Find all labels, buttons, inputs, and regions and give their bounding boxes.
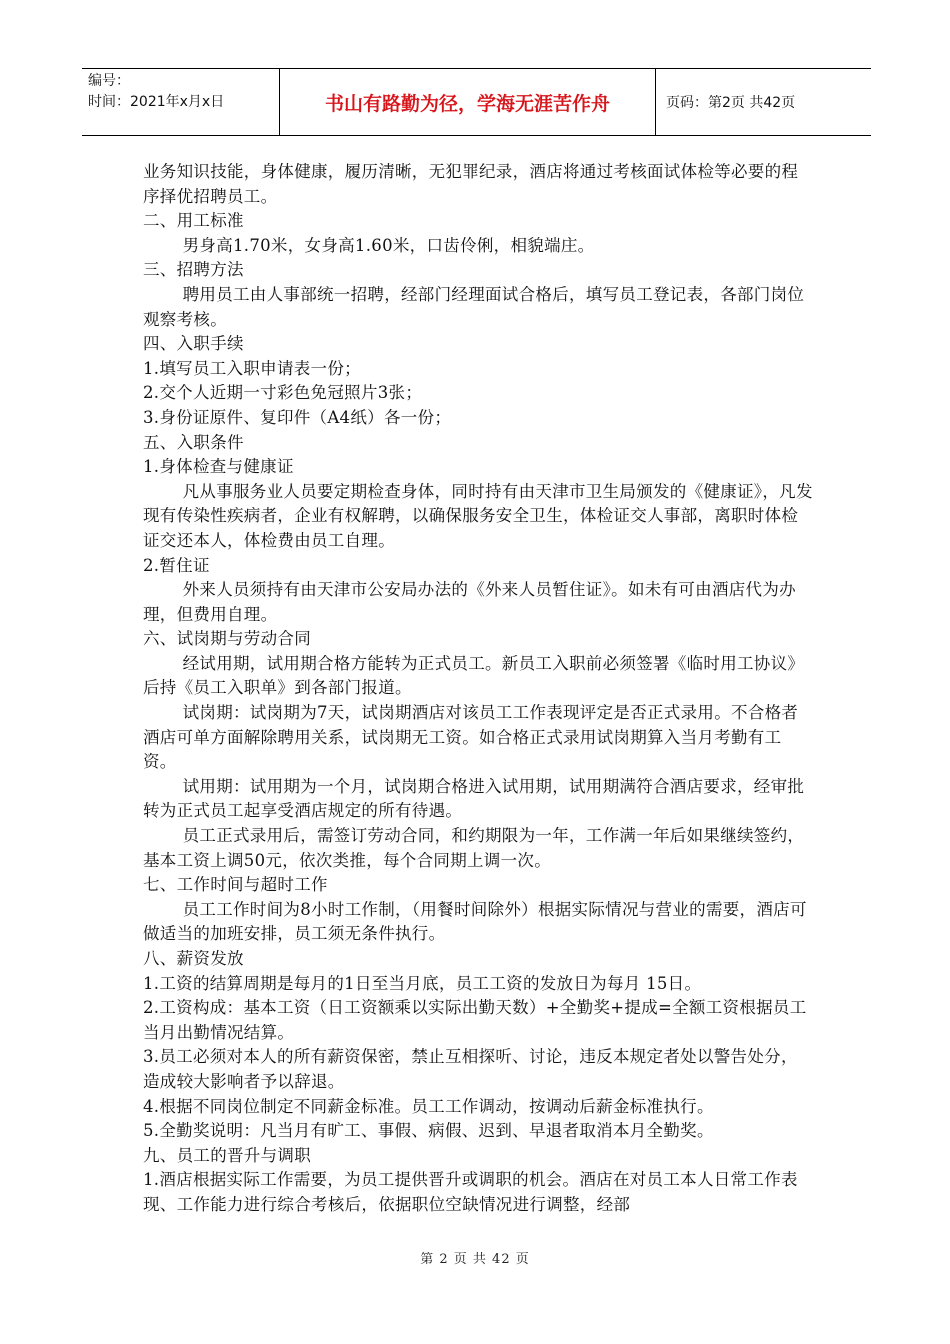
body-paragraph: 3.员工必须对本人的所有薪资保密，禁止互相探听、讨论，违反本规定者处以警告处分，造成较大影响者予以辞退。 xyxy=(143,1047,798,1091)
body-paragraph: 六、试岗期与劳动合同 xyxy=(143,629,311,649)
document-body xyxy=(143,160,813,1218)
body-paragraph: 五、入职条件 xyxy=(143,432,244,452)
body-paragraph: 经试用期，试用期合格方能转为正式员工。新员工入职前必须签署《临时用工协议》后持《员工入职单》到各部门报道。 xyxy=(143,653,805,698)
body-paragraph: 九、员工的晋升与调职 xyxy=(143,1145,311,1165)
page-footer: 第 2 页 共 42 页 xyxy=(420,1252,530,1267)
body-paragraph: 男身高1.70米，女身高1.60米，口齿伶俐，相貌端庄。 xyxy=(182,235,595,255)
header-motto: 书山有路勤为径，学海无涯苦作舟 xyxy=(280,69,656,135)
body-paragraph: 2.交个人近期一寸彩色免冠照片3张； xyxy=(143,383,423,403)
body-paragraph: 5.全勤奖说明：凡当月有旷工、事假、病假、迟到、早退者取消本月全勤奖。 xyxy=(143,1121,714,1141)
body-paragraph: 1.填写员工入职申请表一份； xyxy=(143,358,361,378)
body-paragraph: 四、入职手续 xyxy=(143,334,244,354)
page-header xyxy=(82,68,871,136)
body-paragraph: 八、薪资发放 xyxy=(143,949,244,968)
body-paragraph: 2.工资构成：基本工资（日工资额乘以实际出勤天数）+全勤奖+提成=全额工资根据员工当月出勤情况结算。 xyxy=(143,998,807,1042)
header-meta xyxy=(82,69,280,135)
body-paragraph: 1.身体检查与健康证 xyxy=(143,457,294,477)
body-paragraph: 员工正式录用后，需签订劳动合同，和约期限为一年，工作满一年后如果继续签约，基本工资上调50元，依次类推，每个合同期上调一次。 xyxy=(143,826,805,870)
body-paragraph: 4.根据不同岗位制定不同薪金标准。员工工作调动，按调动后薪金标准执行。 xyxy=(143,1096,714,1116)
body-paragraph: 业务知识技能，身体健康，履历清晰，无犯罪纪录，酒店将通过考核面试体检等必要的程序择优招聘员工。 xyxy=(143,162,799,206)
header-page-code: 页码：第2页 共42页 xyxy=(666,95,796,111)
body-paragraph: 聘用员工由人事部统一招聘，经部门经理面试合格后，填写员工登记表，各部门岗位观察考核。 xyxy=(143,284,805,329)
body-paragraph: 三、招聘方法 xyxy=(143,260,244,280)
body-paragraph: 1.酒店根据实际工作需要，为员工提供晋升或调职的机会。酒店在对员工本人日常工作表现、工作能力进行综合考核后，依据职位空缺情况进行调整，经部 xyxy=(143,1170,798,1214)
body-paragraph: 凡从事服务业人员要定期检查身体，同时持有由天津市卫生局颁发的《健康证》，凡发现有传染性疾病者，企业有权解聘，以确保服务安全卫生，体检证交人事部，离职时体检证交还本人，体检费由员工自理。 xyxy=(143,481,813,550)
body-paragraph: 2.暂住证 xyxy=(143,555,210,575)
body-paragraph: 外来人员须持有由天津市公安局办法的《外来人员暂住证》。如未有可由酒店代为办理，但费用自理。 xyxy=(143,580,796,624)
document-date: 时间：2021年x月x日 xyxy=(88,94,225,110)
body-paragraph: 3.身份证原件、复印件（A4纸）各一份； xyxy=(143,407,452,427)
document-number-label: 编号： xyxy=(88,73,130,89)
body-paragraph: 七、工作时间与超时工作 xyxy=(143,875,328,895)
body-paragraph: 二、用工标准 xyxy=(143,211,244,231)
body-paragraph: 试岗期：试岗期为7天，试岗期酒店对该员工工作表现评定是否正式录用。不合格者酒店可单方面解除聘用关系，试岗期无工资。如合格正式录用试岗期算入当月考勤有工资。 xyxy=(143,703,799,772)
body-paragraph: 1.工资的结算周期是每月的1日至当月底，员工工资的发放日为每月 15日。 xyxy=(143,973,702,993)
body-paragraph: 试用期：试用期为一个月，试岗期合格进入试用期，试用期满符合酒店要求，经审批转为正式员工起享受酒店规定的所有待遇。 xyxy=(143,776,805,821)
body-paragraph: 员工工作时间为8小时工作制，（用餐时间除外）根据实际情况与营业的需要，酒店可做适当的加班安排，员工须无条件执行。 xyxy=(143,899,807,944)
